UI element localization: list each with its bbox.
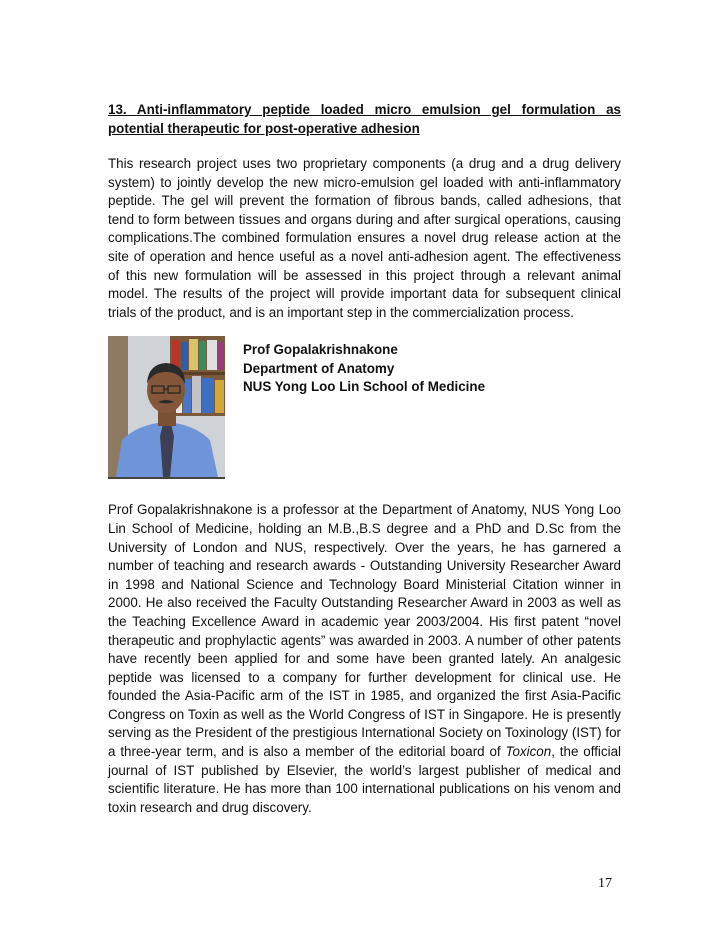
project-description: This research project uses two proprietary components (a drug and a drug delivery system) to jointly develop the new micro-emulsion gel loaded with anti-inflammatory peptide. The gel will prevent the formation of fibrous bands, called adhesions, that tend to form between tissues and organs during and after surgical operations, causing complications.The combined formulation ensures a novel drug release action at the site of operation and hence useful as a novel anti-adhesion agent. The effectiveness of this new formulation will be assessed in this project through a relevant animal model. The results of the project will provide important data for subsequent clinical trials of the product, and is an important step in the commercialization process.: [108, 156, 621, 320]
biography-text-part1: Prof Gopalakrishnakone is a professor at the Department of Anatomy, NUS Yong Loo Lin School of Medicine, holding an M.B.,B.S degree and a PhD and D.Sc from the University of London and NUS, respectively. Over the years, he has garnered a number of teaching and research awards - Outstanding University Researcher Award in 1998 and National Science and Technology Board Ministerial Citation winner in 2000. He also received the Faculty Outstanding Researcher Award in 2003 as well as the Teaching Excellence Award in academic year 2003/2004. His first patent “novel therapeutic and prophylactic agents” was awarded in 2003. A number of other patents have recently been applied for and some have been granted lately. An analgesic peptide was licensed to a company for further development for clinical use. He founded the Asia-Pacific arm of the IST in 1985, and organized the first Asia-Pacific Congress on Toxin as well as the World Congress of IST in Singapore. He is presently serving as the President of the prestigious International Society on Toxinology (IST) for a three-year term, and is also a member of the editorial board of: [108, 502, 621, 760]
section-title: 13. Anti-inflammatory peptide loaded micro emulsion gel formulation as potential therapeutic for post-operative adhesion: [108, 102, 621, 136]
professor-photo: [108, 336, 225, 479]
journal-name: Toxicon: [505, 744, 552, 760]
portrait-illustration: [108, 336, 225, 477]
profile-name: Prof Gopalakrishnakone: [243, 342, 398, 358]
profile-info: [243, 341, 485, 397]
biography: [108, 501, 621, 817]
profile-department: Department of Anatomy: [243, 360, 395, 376]
profile-block: [108, 333, 621, 481]
biography-text-part2: , the official journal of IST published by Elsevier, the world’s largest publisher of medical and scientific literature. He has more than 100 international publications on his venom and toxin research and drug discovery.: [108, 744, 621, 815]
content-area: [108, 101, 621, 817]
profile-school: NUS Yong Loo Lin School of Medicine: [243, 379, 486, 395]
page-number: 17: [598, 876, 612, 891]
